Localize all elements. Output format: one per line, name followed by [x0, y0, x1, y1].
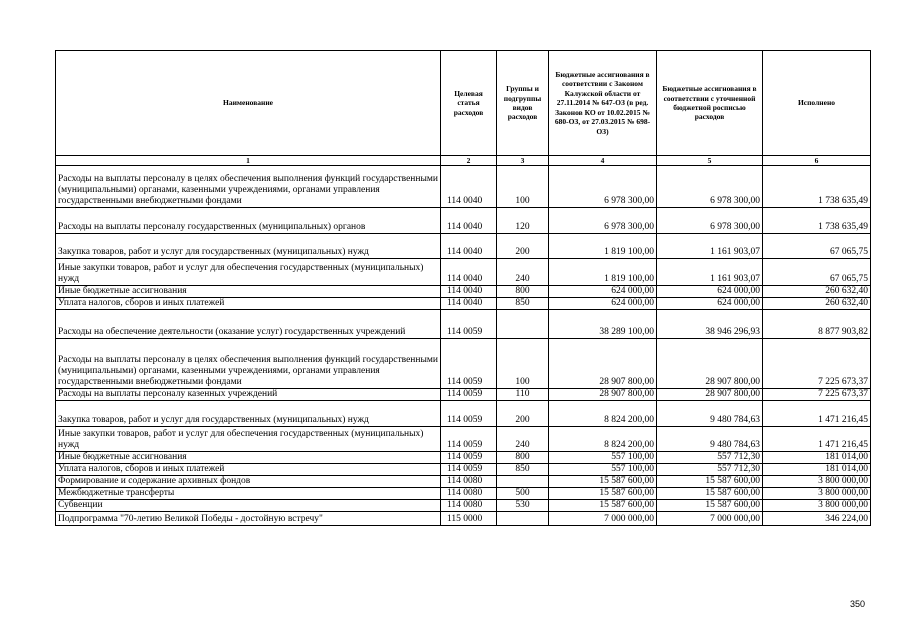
row-refined-allocation: 15 587 600,00 — [657, 476, 763, 488]
row-executed: 1 738 635,49 — [763, 208, 871, 234]
row-refined-allocation: 7 000 000,00 — [657, 512, 763, 526]
col-number: 2 — [441, 156, 497, 166]
row-executed: 7 225 673,37 — [763, 339, 871, 389]
row-name: Закупка товаров, работ и услуг для государственных (муниципальных) нужд — [56, 401, 441, 427]
row-name: Иные бюджетные ассигнования — [56, 286, 441, 298]
row-expense-group: 800 — [497, 452, 549, 464]
row-target-article: 114 0040 — [441, 259, 497, 286]
row-expense-group: 100 — [497, 166, 549, 208]
row-expense-group: 530 — [497, 500, 549, 512]
column-number-row — [56, 156, 871, 166]
col-number: 5 — [657, 156, 763, 166]
row-law-allocation: 15 587 600,00 — [549, 476, 657, 488]
row-refined-allocation: 6 978 300,00 — [657, 208, 763, 234]
table-row — [56, 452, 871, 464]
row-name: Иные закупки товаров, работ и услуг для обеспечения государственных (муниципальных) нужд — [56, 259, 441, 286]
col-header-refined-allocations: Бюджетные ассигнования в соответствии с уточненной бюджетной росписью расходов — [657, 51, 763, 156]
row-executed: 7 225 673,37 — [763, 389, 871, 401]
row-law-allocation: 28 907 800,00 — [549, 389, 657, 401]
row-law-allocation: 1 819 100,00 — [549, 234, 657, 259]
row-executed: 1 738 635,49 — [763, 166, 871, 208]
row-target-article: 114 0059 — [441, 339, 497, 389]
col-header-name: Наименование — [56, 51, 441, 156]
col-header-target-article: Целевая статья расходов — [441, 51, 497, 156]
row-refined-allocation: 1 161 903,07 — [657, 259, 763, 286]
row-target-article: 114 0080 — [441, 500, 497, 512]
col-header-executed: Исполнено — [763, 51, 871, 156]
row-expense-group: 850 — [497, 464, 549, 476]
row-name: Расходы на обеспечение деятельности (оказание услуг) государственных учреждений — [56, 310, 441, 339]
row-refined-allocation: 15 587 600,00 — [657, 500, 763, 512]
row-name: Подпрограмма "70-летию Великой Победы - достойную встречу" — [56, 512, 441, 526]
row-refined-allocation: 28 907 800,00 — [657, 339, 763, 389]
row-target-article: 114 0059 — [441, 427, 497, 452]
table-row — [56, 208, 871, 234]
table-body — [56, 166, 871, 526]
row-refined-allocation: 624 000,00 — [657, 298, 763, 310]
row-expense-group: 240 — [497, 259, 549, 286]
table-row — [56, 286, 871, 298]
table-row — [56, 476, 871, 488]
col-header-law-allocations: Бюджетные ассигнования в соответствии с Законом Калужской области от 27.11.2014 № 647-ОЗ (в ред. Законов КО от 10.02.2015 № 680-ОЗ, от 27.03.2015 № 698-ОЗ) — [549, 51, 657, 156]
row-executed: 1 471 216,45 — [763, 401, 871, 427]
row-name: Закупка товаров, работ и услуг для государственных (муниципальных) нужд — [56, 234, 441, 259]
row-executed: 3 800 000,00 — [763, 488, 871, 500]
row-law-allocation: 1 819 100,00 — [549, 259, 657, 286]
row-name: Иные бюджетные ассигнования — [56, 452, 441, 464]
row-refined-allocation: 28 907 800,00 — [657, 389, 763, 401]
row-name: Иные закупки товаров, работ и услуг для обеспечения государственных (муниципальных) нужд — [56, 427, 441, 452]
col-number: 4 — [549, 156, 657, 166]
row-refined-allocation: 38 946 296,93 — [657, 310, 763, 339]
table-row — [56, 464, 871, 476]
row-law-allocation: 624 000,00 — [549, 298, 657, 310]
table-row — [56, 234, 871, 259]
row-expense-group — [497, 512, 549, 526]
row-executed: 260 632,40 — [763, 298, 871, 310]
row-name: Расходы на выплаты персоналу в целях обеспечения выполнения функций государственными (муниципальными) органами, казенными учреждениями, органами управления государственными внебюджетными фондами — [56, 166, 441, 208]
row-refined-allocation: 9 480 784,63 — [657, 427, 763, 452]
row-expense-group: 120 — [497, 208, 549, 234]
row-target-article: 114 0040 — [441, 208, 497, 234]
row-expense-group: 200 — [497, 401, 549, 427]
row-name: Уплата налогов, сборов и иных платежей — [56, 298, 441, 310]
header-row — [56, 51, 871, 156]
row-executed: 181 014,00 — [763, 464, 871, 476]
row-executed: 67 065,75 — [763, 259, 871, 286]
row-expense-group — [497, 310, 549, 339]
row-executed: 346 224,00 — [763, 512, 871, 526]
row-refined-allocation: 6 978 300,00 — [657, 166, 763, 208]
row-executed: 1 471 216,45 — [763, 427, 871, 452]
row-refined-allocation: 1 161 903,07 — [657, 234, 763, 259]
row-expense-group: 110 — [497, 389, 549, 401]
table-row — [56, 259, 871, 286]
table-row — [56, 500, 871, 512]
table-row — [56, 427, 871, 452]
col-number: 1 — [56, 156, 441, 166]
row-name: Расходы на выплаты персоналу в целях обеспечения выполнения функций государственными (муниципальными) органами, казенными учреждениями, органами управления государственными внебюджетными фондами — [56, 339, 441, 389]
row-refined-allocation: 9 480 784,63 — [657, 401, 763, 427]
row-name: Субвенции — [56, 500, 441, 512]
row-law-allocation: 557 100,00 — [549, 452, 657, 464]
row-target-article: 114 0059 — [441, 464, 497, 476]
row-target-article: 114 0040 — [441, 234, 497, 259]
row-refined-allocation: 557 712,30 — [657, 464, 763, 476]
row-target-article: 115 0000 — [441, 512, 497, 526]
row-executed: 3 800 000,00 — [763, 476, 871, 488]
row-law-allocation: 38 289 100,00 — [549, 310, 657, 339]
col-header-expense-groups: Группы и подгруппы видов расходов — [497, 51, 549, 156]
row-name: Формирование и содержание архивных фондов — [56, 476, 441, 488]
row-law-allocation: 6 978 300,00 — [549, 208, 657, 234]
row-target-article: 114 0059 — [441, 310, 497, 339]
col-number: 3 — [497, 156, 549, 166]
row-law-allocation: 6 978 300,00 — [549, 166, 657, 208]
table-row — [56, 488, 871, 500]
row-executed: 181 014,00 — [763, 452, 871, 464]
row-expense-group: 800 — [497, 286, 549, 298]
row-name: Уплата налогов, сборов и иных платежей — [56, 464, 441, 476]
row-name: Межбюджетные трансферты — [56, 488, 441, 500]
row-executed: 67 065,75 — [763, 234, 871, 259]
row-refined-allocation: 15 587 600,00 — [657, 488, 763, 500]
row-law-allocation: 7 000 000,00 — [549, 512, 657, 526]
row-expense-group: 240 — [497, 427, 549, 452]
row-executed: 3 800 000,00 — [763, 500, 871, 512]
row-target-article: 114 0040 — [441, 286, 497, 298]
table-row — [56, 298, 871, 310]
row-law-allocation: 8 824 200,00 — [549, 401, 657, 427]
table-row — [56, 310, 871, 339]
row-law-allocation: 624 000,00 — [549, 286, 657, 298]
row-target-article: 114 0040 — [441, 298, 497, 310]
row-expense-group: 850 — [497, 298, 549, 310]
row-expense-group — [497, 476, 549, 488]
row-law-allocation: 28 907 800,00 — [549, 339, 657, 389]
row-target-article: 114 0080 — [441, 488, 497, 500]
col-number: 6 — [763, 156, 871, 166]
row-law-allocation: 557 100,00 — [549, 464, 657, 476]
row-target-article: 114 0059 — [441, 452, 497, 464]
row-law-allocation: 15 587 600,00 — [549, 500, 657, 512]
row-expense-group: 100 — [497, 339, 549, 389]
row-executed: 8 877 903,82 — [763, 310, 871, 339]
row-target-article: 114 0080 — [441, 476, 497, 488]
row-target-article: 114 0040 — [441, 166, 497, 208]
budget-table — [55, 50, 871, 526]
table-row — [56, 401, 871, 427]
table-row — [56, 389, 871, 401]
row-target-article: 114 0059 — [441, 389, 497, 401]
row-expense-group: 500 — [497, 488, 549, 500]
row-law-allocation: 15 587 600,00 — [549, 488, 657, 500]
row-name: Расходы на выплаты персоналу казенных учреждений — [56, 389, 441, 401]
row-expense-group: 200 — [497, 234, 549, 259]
row-refined-allocation: 557 712,30 — [657, 452, 763, 464]
row-target-article: 114 0059 — [441, 401, 497, 427]
row-executed: 260 632,40 — [763, 286, 871, 298]
table-row — [56, 166, 871, 208]
row-law-allocation: 8 824 200,00 — [549, 427, 657, 452]
table-row — [56, 512, 871, 526]
page-number: 350 — [850, 599, 866, 609]
table-row — [56, 339, 871, 389]
row-name: Расходы на выплаты персоналу государственных (муниципальных) органов — [56, 208, 441, 234]
row-refined-allocation: 624 000,00 — [657, 286, 763, 298]
